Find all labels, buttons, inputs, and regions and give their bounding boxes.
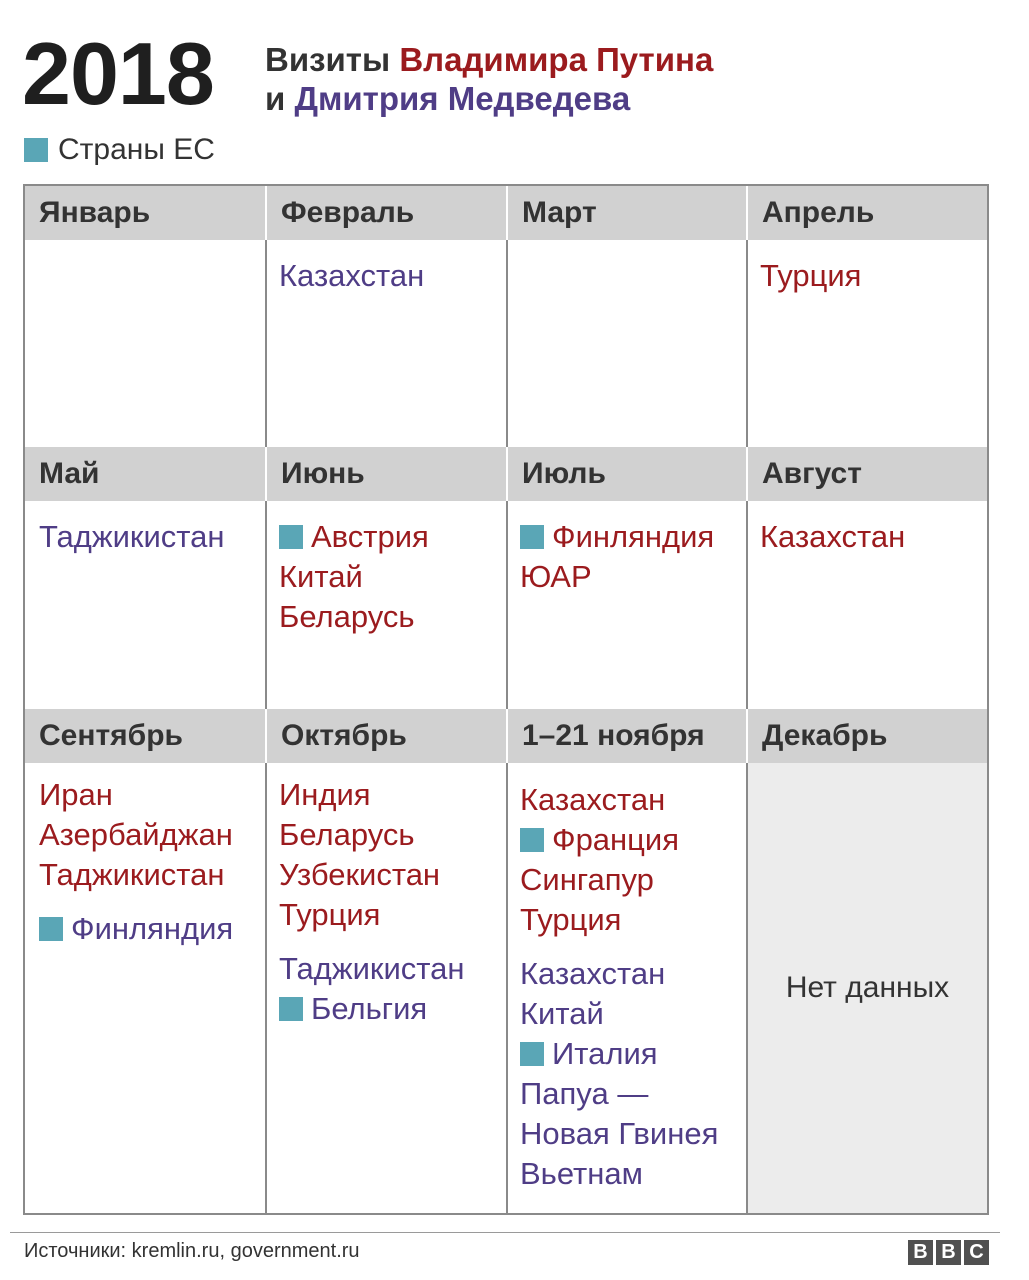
- country-entry: [39, 855, 265, 895]
- bbc-logo-letter: C: [964, 1240, 989, 1265]
- month-cell-oct: [265, 775, 506, 1029]
- country-name: Таджикистан: [279, 951, 465, 986]
- title-line-1: [265, 40, 713, 79]
- eu-square-icon: [520, 828, 544, 852]
- month-header: Апрель: [746, 186, 987, 240]
- country-name: Иран: [39, 777, 113, 812]
- calendar-grid: [23, 184, 989, 1215]
- month-header: Декабрь: [746, 709, 987, 763]
- medvedev-visits-list: [520, 954, 746, 1194]
- eu-square-icon: [24, 138, 48, 162]
- month-cell-nov: [506, 780, 746, 1194]
- country-entry: [760, 256, 987, 296]
- country-entry: [39, 909, 265, 949]
- country-entry: [520, 820, 746, 860]
- eu-square-icon: [520, 525, 544, 549]
- country-name: Сингапур: [520, 862, 654, 897]
- no-data-label: Нет данных: [785, 971, 950, 1004]
- month-cell-feb: [265, 256, 506, 296]
- country-name: Франция: [552, 822, 680, 857]
- putin-name: Владимира Путина: [399, 41, 714, 78]
- month-header: Май: [25, 447, 267, 501]
- country-name: Казахстан: [279, 258, 425, 293]
- country-name: Узбекистан: [279, 857, 441, 892]
- month-header: Июль: [506, 447, 748, 501]
- country-name: Таджикистан: [39, 857, 225, 892]
- source-note: Источники: kremlin.ru, government.ru: [24, 1240, 360, 1262]
- country-entry: [279, 597, 506, 637]
- country-name: Папуа — Новая Гвинея: [520, 1076, 719, 1151]
- country-entry: [279, 989, 506, 1029]
- country-entry: [520, 1154, 746, 1194]
- country-name: Финляндия: [71, 911, 234, 946]
- country-entry: [279, 517, 506, 557]
- country-name: Италия: [552, 1036, 658, 1071]
- country-name: Вьетнам: [520, 1156, 643, 1191]
- country-entry: [279, 557, 506, 597]
- country-entry: [520, 954, 746, 994]
- country-name: Беларусь: [279, 817, 415, 852]
- title-line-2: [265, 79, 713, 118]
- country-name: Финляндия: [552, 519, 715, 554]
- country-entry: [520, 1034, 746, 1074]
- medvedev-visits-list: [39, 909, 265, 949]
- medvedev-name: Дмитрия Медведева: [294, 80, 631, 117]
- country-entry: [279, 895, 506, 935]
- month-cell-dec: [748, 763, 987, 1213]
- eu-square-icon: [279, 525, 303, 549]
- country-name: Бельгия: [311, 991, 428, 1026]
- country-name: Азербайджан: [39, 817, 233, 852]
- month-header: Август: [746, 447, 987, 501]
- month-cell-may: [25, 517, 265, 557]
- putin-visits-list: [520, 780, 746, 940]
- country-entry: [279, 855, 506, 895]
- footer-divider: [10, 1232, 1000, 1233]
- bbc-logo: [908, 1240, 989, 1265]
- putin-visits-list: [279, 775, 506, 935]
- legend-label: Страны ЕС: [58, 133, 215, 166]
- title-conjunction: и: [265, 80, 286, 117]
- country-entry: [520, 517, 746, 557]
- country-entry: [760, 517, 987, 557]
- country-entry: [520, 780, 746, 820]
- title-prefix: Визиты: [265, 41, 391, 78]
- country-entry: [39, 815, 265, 855]
- country-entry: [279, 815, 506, 855]
- month-cell-sep: [25, 775, 265, 949]
- month-header: Январь: [25, 186, 267, 240]
- country-entry: [520, 557, 746, 597]
- country-entry: [520, 994, 746, 1034]
- country-name: ЮАР: [520, 559, 592, 594]
- country-name: Казахстан: [520, 956, 666, 991]
- chart-title: [265, 40, 713, 118]
- country-name: Беларусь: [279, 599, 415, 634]
- country-name: Казахстан: [760, 519, 906, 554]
- country-name: Таджикистан: [39, 519, 225, 554]
- column-divider: [265, 186, 267, 1213]
- country-name: Казахстан: [520, 782, 666, 817]
- country-entry: [520, 860, 746, 900]
- month-cell-aug: [746, 517, 987, 557]
- country-entry: [279, 256, 506, 296]
- eu-square-icon: [39, 917, 63, 941]
- bbc-logo-letter: B: [936, 1240, 961, 1265]
- month-header: Февраль: [265, 186, 508, 240]
- putin-visits-list: [39, 775, 265, 895]
- month-header: 1–21 ноября: [506, 709, 748, 763]
- eu-square-icon: [520, 1042, 544, 1066]
- country-name: Турция: [520, 902, 622, 937]
- country-name: Турция: [279, 897, 381, 932]
- month-cell-apr: [746, 256, 987, 296]
- country-name: Австрия: [311, 519, 429, 554]
- country-name: Турция: [760, 258, 862, 293]
- bbc-logo-letter: B: [908, 1240, 933, 1265]
- country-name: Китай: [520, 996, 604, 1031]
- month-cell-jul: [506, 517, 746, 597]
- country-entry: [520, 900, 746, 940]
- month-header: Март: [506, 186, 748, 240]
- legend: [24, 132, 215, 168]
- country-entry: [279, 949, 506, 989]
- eu-square-icon: [279, 997, 303, 1021]
- month-header: Октябрь: [265, 709, 508, 763]
- medvedev-visits-list: [279, 949, 506, 1029]
- country-name: Индия: [279, 777, 371, 812]
- month-header: Сентябрь: [25, 709, 267, 763]
- country-entry: [279, 775, 506, 815]
- country-entry: [520, 1074, 746, 1154]
- country-entry: [39, 517, 265, 557]
- month-cell-jun: [265, 517, 506, 637]
- year-heading: 2018: [22, 24, 214, 123]
- country-entry: [39, 775, 265, 815]
- month-header: Июнь: [265, 447, 508, 501]
- country-name: Китай: [279, 559, 363, 594]
